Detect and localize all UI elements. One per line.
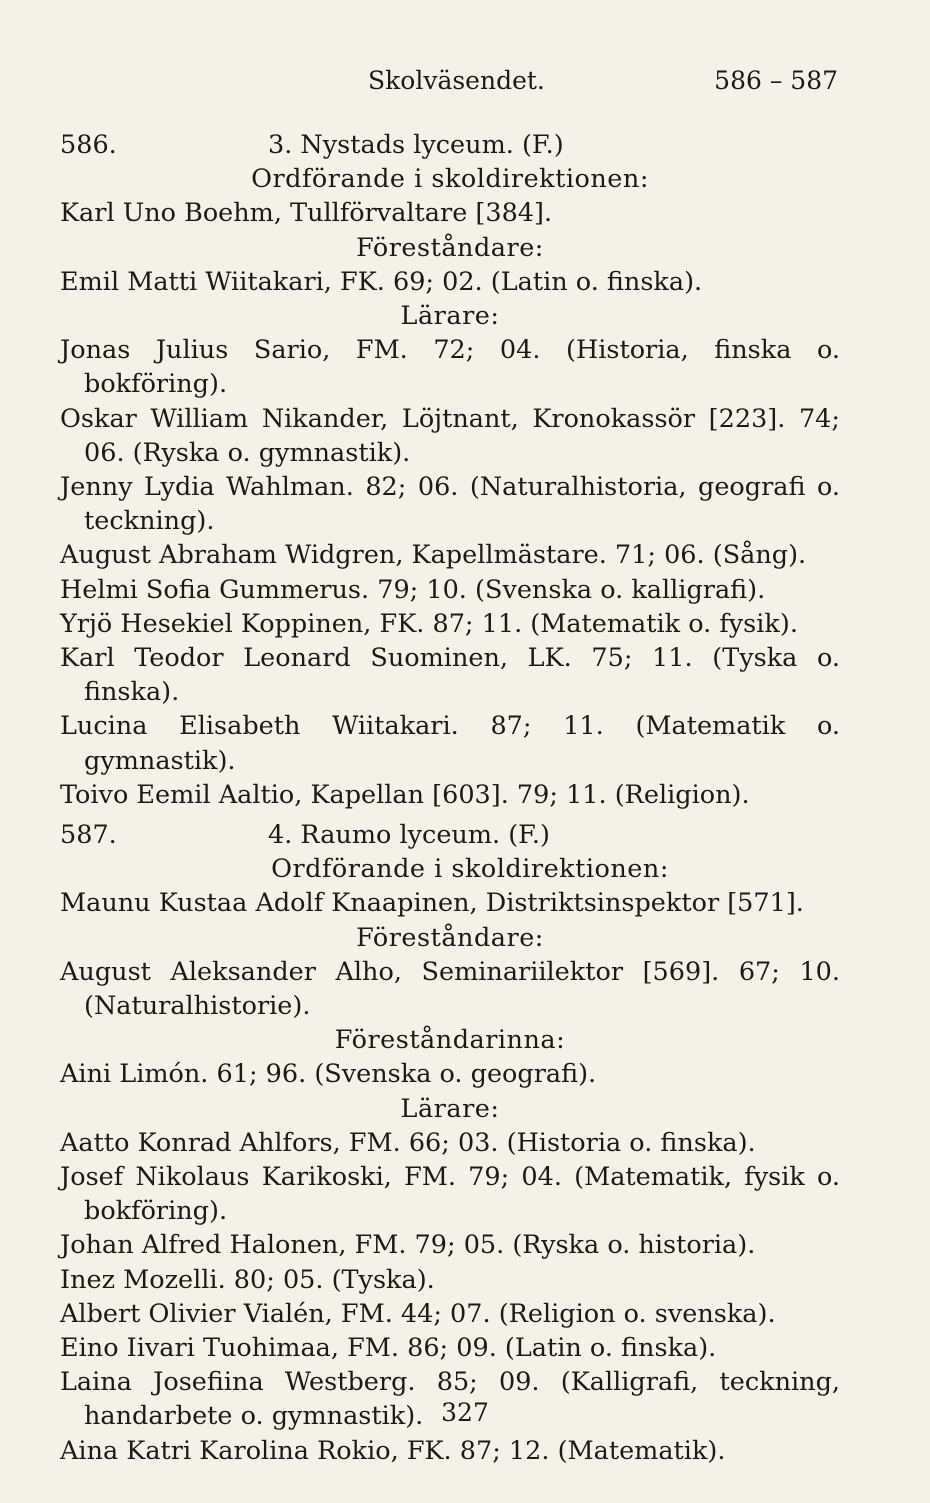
teacher-entry: Eino Iivari Tuohimaa, FM. 86; 09. (Latin o. finska).: [60, 1333, 717, 1364]
teacher-entry: Helmi Sofia Gummerus. 79; 10. (Svenska o. kalligrafi).: [60, 574, 766, 605]
director-entry: August Aleksander Alho, Seminariilektor [569]. 67; 10. (Naturalhistorie).: [60, 956, 840, 1022]
chair-label: Ordförande i skoldirektionen:: [271, 854, 669, 885]
teacher-entry: Toivo Eemil Aaltio, Kapellan [603]. 79; 11. (Religion).: [60, 779, 750, 810]
teacher-entry: Lucina Elisabeth Wiitakari. 87; 11. (Matematik o. gymnastik).: [60, 711, 840, 776]
section-number: 586.: [60, 130, 117, 160]
director-female-label: Föreståndarinna:: [334, 1025, 566, 1056]
teacher-entry: Jenny Lydia Wahlman. 82; 06. (Naturalhistoria, geografi o. teckning).: [60, 472, 840, 537]
teacher-entry: Inez Mozelli. 80; 05. (Tyska).: [60, 1264, 435, 1295]
teacher-entry: Jonas Julius Sario, FM. 72; 04. (Historia, finska o. bokföring).: [60, 335, 840, 400]
director-entry: Emil Matti Wiitakari, FK. 69; 02. (Latin o. finska).: [60, 266, 703, 297]
teacher-entry: Laina Josefiina Westberg. 85; 09. (Kalligrafi, teckning, handarbete o. gymnastik).: [60, 1367, 840, 1432]
school-name: 4. Raumo lyceum. (F.): [268, 820, 550, 851]
teachers-label: Lärare:: [400, 1093, 500, 1124]
teacher-entry: Aina Katri Karolina Rokio, FK. 87; 12. (Matematik).: [60, 1435, 726, 1466]
header-page-range: 586 – 587: [714, 66, 838, 95]
teacher-entry: Aatto Konrad Ahlfors, FM. 66; 03. (Historia o. finska).: [60, 1127, 756, 1158]
school-heading: [60, 128, 840, 162]
teacher-entry: Josef Nikolaus Karikoski, FM. 79; 04. (Matematik, fysik o. bokföring).: [60, 1162, 840, 1227]
teacher-entry: Albert Olivier Vialén, FM. 44; 07. (Religion o. svenska).: [60, 1298, 776, 1329]
running-header: [60, 66, 838, 106]
teacher-entry: August Abraham Widgren, Kapellmästare. 71; 06. (Sång).: [60, 540, 807, 571]
director-female-entry: Aini Limón. 61; 96. (Svenska o. geografi).: [60, 1059, 597, 1090]
director-label: Föreståndare:: [356, 922, 544, 953]
school-heading: [60, 818, 840, 852]
teacher-entry: Oskar William Nikander, Löjtnant, Kronokassör [223]. 74; 06. (Ryska o. gymnastik).: [60, 403, 840, 468]
page-number: 327: [441, 1398, 489, 1427]
section-number: 587.: [60, 820, 117, 851]
teacher-entry: Yrjö Hesekiel Koppinen, FK. 87; 11. (Matematik o. fysik).: [60, 608, 798, 639]
page-content: [60, 128, 840, 1468]
director-label: Föreståndare:: [356, 232, 544, 263]
school-name: 3. Nystads lyceum. (F.): [268, 130, 564, 160]
chair-label: Ordförande i skoldirektionen:: [251, 164, 649, 195]
chair-entry: Maunu Kustaa Adolf Knaapinen, Distriktsinspektor [571].: [60, 888, 804, 919]
header-title: Skolväsendet.: [368, 66, 545, 95]
chair-entry: Karl Uno Boehm, Tullförvaltare [384].: [60, 198, 553, 229]
teachers-label: Lärare:: [400, 301, 500, 331]
teacher-entry: Karl Teodor Leonard Suominen, LK. 75; 11. (Tyska o. finska).: [60, 643, 840, 708]
teacher-entry: Johan Alfred Halonen, FM. 79; 05. (Ryska o. historia).: [60, 1230, 756, 1261]
